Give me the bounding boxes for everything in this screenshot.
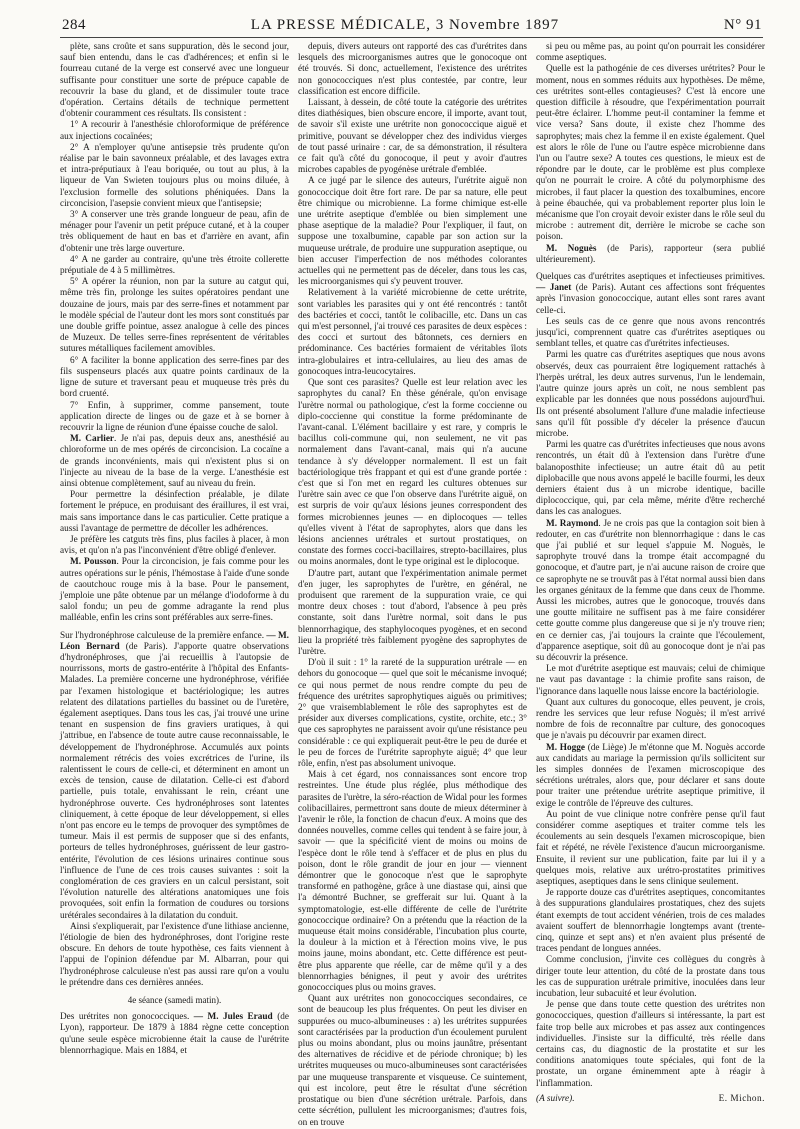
paragraph-text: Quant aux urétrites non gonococciques secondaires, ce sont de beaucoup les plus fréquentes. On peut les diviser en suppurées ou muco-albumineuses : a) les urétrites suppurées sont caractérisées par la production d'un écoulement purulent plus ou moins abondant, plus ou moins jaunâtre, présentant des alternatives de récidive et de période chronique; b) les urétrites muqueuses ou muco-albumineuses sont caractérisées par une muqueuse transparente et visqueuse. Ce suintement, qui est incolore, peut être le résultat d'une sécrétion prostatique ou bien d'une sécrétion urétrale. Parfois, dans cette sécrétion, pullulent les microorganismes; d'autres fois, on en trouve bbox=[298, 994, 527, 1128]
paragraph-text: Pour permettre la désinfection préalable, je dilate fortement le prépuce, en produisant des éraillures, il est vrai, mais sans importance dans le cas particulier. Cette pratique a aussi l'avantage de permettre de décoller les adhérences. bbox=[60, 490, 289, 534]
communication-title: Quelques cas d'urétrites aseptiques et infectieuses primitives. bbox=[536, 272, 765, 283]
paragraph-text: Les seuls cas de ce genre que nous avons rencontrés jusqu'ici, comprennent quatre cas d'urétrites aseptiques ou semblant telles, et quatre cas d'urétrites infectieuses. bbox=[536, 316, 765, 350]
paragraph-text: (de Lyon), rapporteur. De 1879 à 1884 règne cette conception qu'une seule espèce microbienne était la cause de l'urétrite blennorrhagique. Mais en 1884, et bbox=[60, 1012, 290, 1056]
body-paragraph bbox=[298, 569, 527, 659]
paragraph-text: Quant aux cultures du gonocoque, elles peuvent, je crois, rendre les services que leur refuse Noguès; il m'est arrivé nombre de fois de reconnaître par culture, des gonocoques que je n'avais pu découvrir par examen direct. bbox=[536, 697, 765, 742]
communication-paragraph bbox=[60, 631, 289, 922]
body-paragraph bbox=[60, 210, 289, 255]
paragraph-text: Que sont ces parasites? Quelle est leur relation avec les saprophytes du canal? En thèse générale, qu'on envisage l'urètre normal ou pathologique, c'est la forme coccienne ou diplo-coccienne qui constitue la forme prédominante de l'avant-canal. L'élément bacillaire y est rare, y compris le bacillus coli-commune qui, non seulement, ne vit pas normalement dans l'avant-canal, mais qui n'a aucune tendance à s'y développer normalement. Il est un fait bactériologique très frappant et qui est d'une grande portée : c'est que si l'on met en regard les cultures obtenues sur l'urètre sain avec ce que l'on observe dans l'urétrite aiguë, on est surpris de voir qu'aux lésions jeunes correspondent des formes microbiennes jeunes — en diplocoques — telles qu'elles vivent à l'état de saprophytes, alors que dans les lésions anciennes urétrales et surtout prostatiques, on constate des formes cocci-bacillaires, strepto-bacillaires, plus ou moins anormales, dont le type original est le diplocoque. bbox=[298, 378, 527, 568]
column-1 bbox=[60, 42, 289, 1129]
page-number: 284 bbox=[62, 16, 86, 33]
body-paragraph bbox=[536, 350, 765, 440]
paragraph-text: si peu ou même pas, au point qu'on pourrait les considérer comme aseptiques. bbox=[536, 42, 765, 64]
journal-title: LA PRESSE MÉDICALE, 3 Novembre 1897 bbox=[250, 16, 560, 33]
header-rule bbox=[60, 37, 763, 38]
body-paragraph bbox=[536, 698, 765, 743]
body-paragraph bbox=[60, 535, 289, 557]
body-paragraph bbox=[536, 664, 765, 698]
paragraph-text: 3° A conserver une très grande longueur de peau, afin de ménager pour l'avenir un petit prépuce cutané, et à la couper très obliquement de haut en bas et d'arrière en avant, afin d'obtenir une très large ouverture. bbox=[60, 210, 289, 254]
body-paragraph bbox=[60, 356, 289, 401]
paragraph-text: Comme conclusion, j'invite ces collègues du congrès à diriger toute leur attention, du côté de la prostate dans tous les cas de suppuration urétrale primitive, inoculées dans leur incubation, leur subacuité et leur évolution. bbox=[536, 955, 765, 1000]
paragraph-text: Quelle est la pathogénie de ces diverses urétrites? Pour le moment, nous en sommes réduits aux hypothèses. De même, ces urétrites sont-elles contagieuses? C'est là encore une question difficile à résoudre, que l'expérimentation pourrait peut-être éclairer. L'homme peut-il contaminer la femme et vice versa? Sans doute, il existe chez l'homme des saprophytes; mais chez la femme il en existe également. Quel est alors le rôle de l'une ou l'autre espèce microbienne dans l'un ou l'autre sexe? A toutes ces questions, le mieux est de répondre par le doute, car le problème est plus complexe qu'on ne pourrait le croire. A côté du polymorphisme des microbes, il faut placer la question des toxalbumines, encore à peine ébauchée, qui va probablement reporter plus loin le mécanisme que l'on croyait devoir exister dans le rôle seul du microbe : autrement dit, derrière le microbe se cache son poison. bbox=[536, 64, 765, 243]
body-paragraph bbox=[60, 922, 289, 989]
body-paragraph bbox=[60, 42, 289, 120]
to-be-continued: (A suivre). bbox=[536, 1093, 575, 1104]
speaker-name: M. Hogge bbox=[546, 742, 585, 753]
paragraph-text: . Je ne crois pas que la contagion soit bien à redouter, en cas d'urétrite non blennorrhagique : dans le cas que j'ai publié et sur lequel s'appuie M. Noguès, le saprophyte trouvé dans la trompe était accompagné du gonocoque, et d'autre part, je n'ai aucune raison de croire que ce saprophyte ne se trouvât pas à l'état normal aussi bien dans les organes génitaux de la femme que dans ceux de l'homme. Aussi les microbes, autres que le gonocoque, trouvés dans une goutte militaire ne suffisent pas à me faire considérer cette goutte comme plus dangereuse que si je n'y trouve rien; en ce dernier cas, j'ai toujours la crainte que l'écoulement, d'apparence aseptique, soit dû au gonocoque dont je n'ai pas su découvrir la présence. bbox=[536, 518, 765, 663]
body-paragraph bbox=[298, 288, 527, 378]
communication-paragraph bbox=[536, 272, 765, 317]
body-paragraph bbox=[60, 120, 289, 142]
paragraph-text: Je pense que dans toute cette question des urétrites non gonococciques, question d'ailleurs si intéressante, la part est faite trop belle aux microbes et pas assez aux contingences individuelles. J'insiste sur la difficulté, très réelle dans certains cas, du diagnostic de la prostatite et sur les conditions anatomiques toute spéciales, qui font de la prostate, un organe éminemment apte à réagir à l'inflammation. bbox=[536, 1000, 765, 1089]
paragraph-text: . Je n'ai pas, depuis deux ans, anesthésié au chloroforme un de mes opérés de circoncision. La cocaïne a de grands inconvénients, mais qui n'existent plus si on l'injecte au niveau de la base de la verge. L'anesthésie est ainsi obtenue complètement, sauf au niveau du frein. bbox=[60, 434, 289, 489]
body-paragraph bbox=[298, 176, 527, 288]
running-header bbox=[62, 14, 762, 36]
paragraph-text: Relativement à la variété microbienne de cette urétrite, sont variables les parasites qui y ont été rencontrés : tantôt des bactéries et cocci, tantôt le colibacille, etc. Dans un cas qui m'est personnel, j'ai trouvé ces parasites de deux espèces : des cocci et surtout des bâtonnets, ces derniers en prédominance. Ces bactéries formaient de véritables îlots intra-globulaires et intra-cellulaires, au lieu des amas de gonocoques intra-leucocytaires. bbox=[298, 288, 527, 377]
paragraph-text: plète, sans croûte et sans suppuration, dès le second jour, sauf bien entendu, dans le cas d'adhérences; et enfin si le fourreau cutané de la verge est conservé avec une longueur suffisante pour constituer une sorte de prépuce capable de recouvrir la base du gland, et de dissimuler toute trace d'opération. Certains détails de technique permettent d'obtenir couramment ces résultats. Ils consistent : bbox=[60, 42, 289, 120]
author-signature: E. Michon. bbox=[718, 1093, 765, 1104]
communication-paragraph bbox=[60, 1012, 289, 1057]
paragraph-text: D'où il suit : 1° la rareté de la suppuration urétrale — en dehors du gonocoque — quel que soit le mécanisme invoqué; ce qui nous permet de nous rendre compte du peu de fréquence des urétrites saprophytiques aiguës ou primitives; 2° que vraisemblablement le rôle des saprophytes est de présider aux diverses complications, cystite, orchite, etc.; 3° que ces saprophytes ne paraissent avoir qu'une résistance peu considérable : ce qui expliquerait peut-être le peu de durée et le peu de forces de l'urétrite saprophyte aiguë; 4° que leur rôle, enfin, n'est pas absolument univoque. bbox=[298, 658, 527, 769]
body-paragraph bbox=[60, 557, 289, 624]
speaker-name: M. Raymond bbox=[546, 518, 599, 529]
body-paragraph bbox=[60, 401, 289, 435]
paragraph-text: Laissant, à dessein, de côté toute la catégorie des urétrites dites diathésiques, bien obscure encore, il importe, avant tout, de savoir s'il existe une urétrite non gonococcique aiguë et primitive, pouvant se développer chez des individus vierges de tout passé urinaire : car, de sa démonstration, il résultera ce fait qu'à côté du gonocoque, il peut y avoir d'autres microbes capables de pyogénèse urétrale d'emblée. bbox=[298, 98, 527, 176]
body-paragraph bbox=[536, 440, 765, 518]
paragraph-text: Mais à cet égard, nos connaissances sont encore trop restreintes. Une étude plus réglée, plus méthodique des parasites de l'urètre, la séro-réaction de Widal pour les formes colibacillaires, permettront sans doute de mieux déterminer à l'avenir le rôle, la fonction de chacun d'eux. A moins que des données nouvelles, comme celles qui tendent à se faire jour, à savoir — que la spécificité vient de moins ou moins de l'espèce dont le rôle tend à s'effacer et de plus en plus du poison, dont le rôle grandit de jour en jour — viennent démontrer que le gonocoque n'est que le saprophyte transformé en pathogène, grâce à une diastase qui, ainsi que l'a démontré Buchner, se grefferait sur lui. Quant à la symptomatologie, est-elle différente de celle de l'urétrite gonococcique ordinaire? On a prétendu que la réaction de la muqueuse était moins considérable, l'incubation plus courte, la douleur à la miction et à l'érection moins vive, le pus moins jaune, moins abondant, etc. Cette différence est peut-être plus apparente que réelle, car de même qu'il y a des blennorrhagies bénignes, il peut y avoir des urétrites gonococciques plus ou moins graves. bbox=[298, 770, 527, 994]
paragraph-text: 6° A faciliter la bonne application des serre-fines par des fils suspenseurs placés aux quatre points cardinaux de la ligne de suture et traversant peau et muqueuse très près du bord cruenté. bbox=[60, 355, 289, 400]
body-paragraph bbox=[60, 490, 289, 535]
paragraph-text: depuis, divers auteurs ont rapporté des cas d'urétrites dans lesquels des microorganismes autres que le gonocoque ont été trouvés. Si donc, actuellement, l'existence des urétrites non gonococciques n'est plus contestée, par contre, leur classification est encore difficile. bbox=[298, 42, 527, 97]
paragraph-text: . Pour la circoncision, je fais comme pour les autres opérations sur le pénis, l'hémostase à l'aide d'une sonde de caoutchouc rouge mis à la base. Pour le pansement, j'emploie une pâte obtenue par un mélange d'iodoforme à du salol fondu; un peu de gomme adragante la rend plus malléable, enfin les crins sont préférables aux serre-fines. bbox=[60, 557, 289, 624]
body-paragraph bbox=[298, 658, 527, 770]
paragraph-text: 7° Enfin, à supprimer, comme pansement, toute application directe de linges ou de gaze et à se borner à recouvrir la ligne de réunion d'une épaisse couche de salol. bbox=[60, 400, 289, 433]
body-paragraph bbox=[536, 888, 765, 955]
speaker-name: M. Noguès bbox=[546, 243, 597, 254]
paragraph-text: Je préfère les catguts très fins, plus faciles à placer, à mon avis, et qu'on n'a pas l'inconvénient d'être obligé d'enlever. bbox=[60, 534, 289, 557]
paragraph-text: Ainsi s'expliquerait, par l'existence d'une lithiase ancienne, l'étiologie de bien des hydronéphroses, dont l'origine reste obscure. En dehors de toute hypothèse, ces faits viennent à l'appui de l'opinion défendue par M. Albarran, pour qui l'hydronéphrose calculeuse n'est pas aussi rare qu'on a voulu le prétendre dans ces dernières années. bbox=[60, 921, 289, 988]
body-paragraph bbox=[298, 378, 527, 568]
paragraph-text: Parmi les quatre cas d'urétrites aseptiques que nous avons observés, deux cas pourraient être logiquement rattachés à l'herpès urétral, les deux autres survenus, l'un le lendemain, l'autre quinze jours après un coït, ne nous semblent pas explicable par les données que nous possédons aujourd'hui. Ils ont présenté absolument l'allure d'une maladie infectieuse sans qu'il fût possible d'y déceler la présence d'aucun microbe. bbox=[536, 350, 765, 439]
session-heading: 4e séance (samedi matin). bbox=[127, 995, 222, 1006]
paragraph-text: 1° A recourir à l'anesthésie chloroformique de préférence aux injections cocaïnées; bbox=[60, 120, 289, 142]
paragraph-text: 4° A ne garder au contraire, qu'une très étroite collerette préputiale de 4 à 5 millimètres. bbox=[60, 254, 289, 277]
body-paragraph bbox=[536, 64, 765, 243]
column-2 bbox=[298, 42, 527, 1129]
paragraph-text: 2° A n'employer qu'une antisepsie très prudente qu'on réalise par le bain savonneux préalable, et des lavages extra et intra-préputiaux à l'eau boriquée, ou tout au plus, à la liqueur de Van Swieten toujours plus ou moins diluée, à l'exclusion formelle des solutions phéniquées. Dans la circoncision, l'asepsie convient mieux que l'antisepsie; bbox=[60, 142, 289, 209]
column-3 bbox=[536, 42, 765, 1129]
speaker-name: — M. Léon Bernard bbox=[60, 630, 289, 652]
paragraph-text: Au point de vue clinique notre confrère pense qu'il faut considérer comme aseptiques et traiter comme tels les écoulements au sein desquels l'examen microscopique, bien fait et répété, ne révèle l'existence d'aucun microorganisme. Ensuite, il revient sur une publication, faite par lui il y a quelques mois, relative aux urétro-prostatites primitives aseptiques, aseptiques dans le sens clinique seulement. bbox=[536, 809, 765, 888]
body-paragraph bbox=[536, 519, 765, 665]
speaker-name: — M. Jules Eraud bbox=[189, 1012, 273, 1023]
body-paragraph bbox=[536, 810, 765, 888]
body-paragraph bbox=[298, 994, 527, 1128]
body-paragraph bbox=[60, 277, 289, 355]
body-paragraph bbox=[536, 317, 765, 351]
body-paragraph bbox=[536, 955, 765, 1000]
issue-number: N° 91 bbox=[723, 16, 762, 33]
paragraph-text: A ce jugé par le silence des auteurs, l'urétrite aiguë non gonococcique doit être fort rare. De par sa nature, elle peut être chimique ou microbienne. La forme chimique est-elle une urétrite aseptique d'emblée ou bien simplement une phase aseptique de la maladie? Pour l'expliquer, il faut, on suppose une toxalbumine, capable par son action sur la muqueuse urétrale, de produire une suppuration aseptique, ou bien accuser l'imperfection de nos méthodes colorantes actuelles qui ne permettent pas de déceler, dans tous les cas, les microorganismes qui s'y peuvent trouver. bbox=[298, 176, 527, 288]
body-paragraph bbox=[298, 42, 527, 98]
article-signature bbox=[536, 1094, 765, 1105]
paragraph-text: 5° A opérer la réunion, non par la suture au catgut qui, même très fin, prolonge les suites opératoires pendant une douzaine de jours, mais par des serre-fines et notamment par le modèle spécial de l'auteur dont les mors sont constitués par une double griffe pointue, assez analogue à celle des pinces de Muzeux. De telles serre-fines représentent de véritables sutures métalliques facilement amovibles. bbox=[60, 277, 289, 355]
paragraph-text: (de Paris). Autant ces affections sont fréquentes après l'invasion gonococcique, autant elles sont rares avant celle-ci. bbox=[536, 283, 766, 316]
body-paragraph bbox=[60, 255, 289, 277]
speaker-name: M. Pousson bbox=[70, 557, 117, 568]
body-paragraph bbox=[536, 244, 765, 266]
body-paragraph bbox=[298, 98, 527, 176]
paragraph-text: (de Paris), rapporteur (sera publié ultérieurement). bbox=[536, 243, 765, 265]
body-paragraph bbox=[298, 770, 527, 994]
paragraph-text: Je rapporte douze cas d'urétrites aseptiques, concomitantes à des suppurations glandulaires prostatiques, chez des sujets étant exempts de tout accident vénérien, trois de ces malades avaient souffert de blennorrhagie longtemps avant (trente-cinq, quinze et sept ans) et n'en avaient plus présenté de traces pendant de longues années. bbox=[536, 888, 765, 955]
body-paragraph bbox=[60, 434, 289, 490]
paragraph-text: D'autre part, autant que l'expérimentation animale permet d'en juger, les saprophytes de l'urètre, en général, ne produisent que rarement de la suppuration vraie, ce qui montre deux choses : tout d'abord, l'absence à peu près constante, soit dans l'urètre normal, soit dans le pus blennorrhagique, des staphylocoques pyogènes, et en second lieu la propriété très faiblement pyogène des saprophytes de l'urètre. bbox=[298, 568, 527, 657]
body-paragraph bbox=[536, 743, 765, 810]
communication-title: Sur l'hydronéphrose calculeuse de la première enfance. bbox=[60, 630, 264, 641]
body-paragraph bbox=[536, 42, 765, 64]
body-paragraph bbox=[536, 1000, 765, 1090]
paragraph-text: (de Liège) Je m'étonne que M. Noguès accorde aux candidats au mariage la permission qu'ils sollicitent sur les simples données de l'examen microscopique des sécrétions urétrales, alors que, pour déclarer et sans doute pour traiter une prétendue urétrite aseptique primitive, il exige le contrôle de l'épreuve des cultures. bbox=[536, 742, 766, 809]
paragraph-text: Le mot d'urétrite aseptique est mauvais; celui de chimique ne vaut pas davantage : la chimie profite sans raison, de l'ignorance dans laquelle nous laisse encore la bactériologie. bbox=[536, 664, 765, 697]
paragraph-text: (de Paris). J'apporte quatre observations d'hydronéphroses, que j'ai recueillis à l'autopsie de nourrissons, morts de gastro-entérite à l'hôpital des Enfants-Malades. La première concerne une hydronéphrose, vérifiée par l'examen histologique et bactériologique; les autres relatent des dilatations partielles du bassinet ou de l'uretère, également aseptiques. Dans tous les cas, j'ai trouvé une urine tenant en suspension de fins graviers uratiques, à qui j'attribue, en l'absence de toute autre cause reconnaissable, le développement de l'hydronéphrose. Accumulés aux points normalement rétrécis des voies excrétrices de l'urine, ils ralentissent le cours de celle-ci, et déterminent en amont un excès de tension, cause de dilatation. Celle-ci est d'abord partielle, puis totale, envahissant le rein, créant une hydronéphrose ouverte. Ces hydronéphroses sont latentes cliniquement, à cette époque de leur développement, si elles n'ont pas encore eu le temps de provoquer des symptômes de tumeur. Mais il est permis de supposer que si des enfants, porteurs de telles hydronéphroses, guérissent de leur gastro-entérite, l'évolution de ces lésions urinaires continue sous l'influence de l'une de ces trois causes suivantes : soit la conglomération de ces graviers en un calcul persistant, soit l'évolution naturelle des altérations anatomiques une fois provoquées, soit enfin la formation de coudures ou torsions urétérales secondaires à la dilatation du conduit. bbox=[60, 641, 289, 921]
body-paragraph bbox=[60, 143, 289, 210]
speaker-name: M. Carlier bbox=[70, 434, 115, 445]
paragraph-text: Parmi les quatre cas d'urétrites infectieuses que nous avons rencontrés, un était dû à l'extension dans l'urètre d'une balanoposthite infectieuse; un autre était dû au petit diplobacille que nous avons appelé le bacille fourmi, les deux derniers étaient dus à un microbe identique, bacille diplococcique, qui, par cela même, mérite d'être recherché dans les cas analogues. bbox=[536, 440, 765, 518]
speaker-name: — Janet bbox=[536, 283, 572, 294]
communication-title: Des urétrites non gonococciques. bbox=[60, 1012, 190, 1023]
article-columns bbox=[60, 42, 766, 1128]
